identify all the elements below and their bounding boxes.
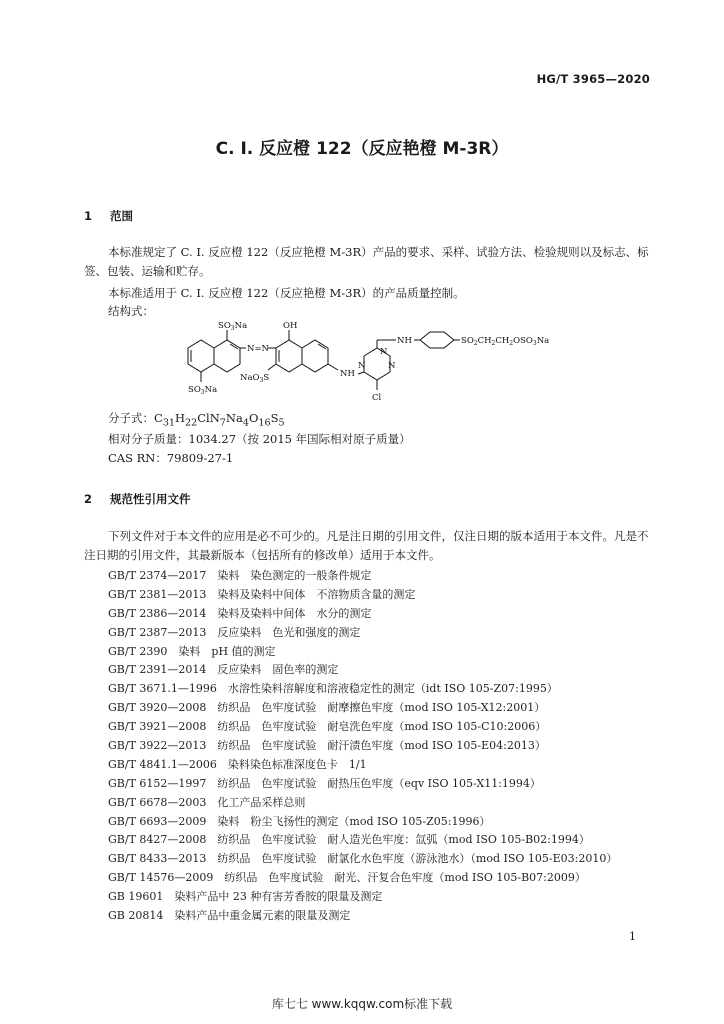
section-1-heading [84, 208, 133, 224]
section-number: 2 [84, 492, 93, 506]
reference-item: GB/T 2381—2013 染料及染料中间体 不溶物质含量的测定 [108, 587, 416, 601]
reference-item: GB/T 2390 染料 pH 值的测定 [108, 644, 276, 658]
footer-source-link[interactable]: 库七七 www.kqqw.com标准下载 [271, 997, 453, 1011]
reference-item: GB/T 8427—2008 纺织品 色牢度试验 耐人造光色牢度：氙弧（mod ISO 105-B02:1994） [108, 833, 590, 847]
reference-item: GB/T 2374—2017 染料 染色测定的一般条件规定 [108, 569, 372, 582]
naphthalene-ring-c [276, 340, 302, 372]
reference-item: GB/T 2387—2013 反应染料 色光和强度的测定 [108, 625, 361, 639]
reference-item: GB/T 14576—2009 纺织品 色牢度试验 耐光、汗复合色牢度（mod ISO 105-B07:2009） [108, 871, 586, 885]
naphthalene-ring-a [188, 340, 214, 372]
formula-line [108, 410, 285, 428]
label-triazine-n2: N [358, 361, 366, 371]
label-nh-top: NH [397, 336, 412, 346]
cas-line: CAS RN：79809-27-1 [108, 451, 234, 465]
reference-item: GB/T 3921—2008 纺织品 色牢度试验 耐皂洗色牢度（mod ISO 105-C10:2006） [108, 720, 547, 734]
label-sulfonyl-chain: $SO_2CH_2CH_2OSO_3Na$ [461, 336, 550, 347]
label-so3na-bottom: $SO_3Na$ [188, 385, 218, 396]
naphthalene-ring-d [302, 340, 328, 372]
section-2-heading [84, 491, 191, 507]
reference-item: GB/T 8433—2013 纺织品 色牢度试验 耐氯化水色牢度（游泳池水）（mod ISO 105-E03:2010） [108, 852, 618, 866]
reference-item: GB/T 2391—2014 反应染料 固色率的测定 [108, 663, 339, 677]
standard-code: HG/T 3965—2020 [536, 72, 650, 86]
molecular-mass-line: 相对分子质量：1034.27（按 2015 年国际相对原子质量） [108, 432, 411, 446]
document-title: C. I. 反应橙 122（反应艳橙 M-3R） [215, 139, 509, 159]
section-title: 规范性引用文件 [110, 492, 191, 506]
reference-item: GB/T 6678—2003 化工产品采样总则 [108, 795, 306, 809]
formula-label: 分子式： [108, 411, 154, 425]
normative-refs-intro: 下列文件对于本文件的应用是必不可少的。凡是注日期的引用文件，仅注日期的版本适用于本文件。凡是不注日期的引用文件，其最新版本（包括所有的修改单）适用于本文件。 [84, 529, 649, 562]
label-triazine-n1: N [380, 347, 388, 357]
reference-item: GB/T 3922—2013 纺织品 色牢度试验 耐汗渍色牢度（mod ISO 105-E04:2013） [108, 739, 546, 753]
reference-item: GB/T 2386—2014 染料及染料中间体 水分的测定 [108, 606, 372, 620]
reference-item: GB/T 3671.1—1996 水溶性染料溶解度和溶液稳定性的测定（idt ISO 105-Z07:1995） [108, 682, 558, 696]
benzene-ring [420, 332, 454, 348]
reference-item: GB/T 4841.1—2006 染料染色标准深度色卡 1/1 [108, 757, 367, 771]
reference-item: GB 20814 染料产品中重金属元素的限量及测定 [108, 909, 351, 923]
label-so3na-top: $SO_3Na$ [218, 321, 248, 332]
label-nh-bottom: NH [340, 369, 355, 379]
label-nao3s: NaO$_3$S [240, 373, 270, 384]
reference-item: GB 19601 染料产品中 23 种有害芳香胺的限量及测定 [108, 890, 383, 904]
section-number: 1 [84, 209, 93, 223]
page-number: 1 [629, 930, 636, 943]
section-title: 范围 [110, 209, 133, 223]
formula-value: $C_{31}H_{22}ClN_7Na_4O_{16}S_5$ [154, 411, 285, 429]
structure-label: 结构式： [108, 304, 154, 318]
reference-list [108, 567, 617, 926]
label-cl: Cl [372, 393, 382, 403]
scope-paragraph-2: 本标准适用于 C. I. 反应橙 122（反应艳橙 M-3R）的产品质量控制。 [108, 286, 465, 300]
label-oh: OH [283, 321, 298, 331]
structural-formula [168, 318, 568, 406]
label-triazine-n3: N [388, 361, 396, 371]
scope-paragraph-1: 本标准规定了 C. I. 反应橙 122（反应艳橙 M-3R）产品的要求、采样、试验方法、检验规则以及标志、标签、包装、运输和贮存。 [84, 245, 649, 278]
reference-item: GB/T 6693—2009 染料 粉尘飞扬性的测定（mod ISO 105-Z05:1996） [108, 814, 491, 828]
naphthalene-ring-b [214, 340, 240, 372]
label-azo: N=N [247, 344, 269, 354]
reference-item: GB/T 3920—2008 纺织品 色牢度试验 耐摩擦色牢度（mod ISO 105-X12:2001） [108, 701, 546, 715]
reference-item: GB/T 6152—1997 纺织品 色牢度试验 耐热压色牢度（eqv ISO 105-X11:1994） [108, 776, 541, 790]
